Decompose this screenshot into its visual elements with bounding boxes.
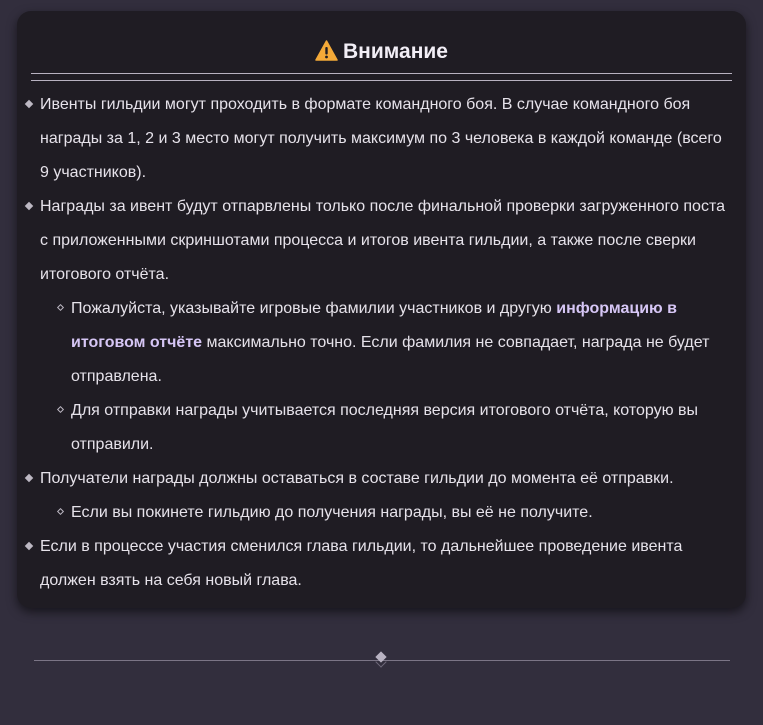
hollow-diamond-bullet-icon: [57, 304, 64, 311]
diamond-bullet-icon: [25, 100, 33, 108]
notice-list: [17, 88, 746, 598]
list-item: [17, 462, 725, 496]
warning-icon: [315, 40, 338, 68]
list-item-text: Для отправки награды учитывается последняя версия итогового отчёта, которую вы отправили.: [71, 402, 699, 453]
list-item: [17, 190, 725, 292]
list-item-text: Награды за ивент будут отпарвлены только после финальной проверки загруженного поста с приложенными скриншотами процесса и итогов ивента гильдии, а также после сверки итогового отчёта.: [40, 198, 725, 283]
sub-list-item: [17, 394, 725, 462]
list-item-text: Ивенты гильдии могут проходить в формате командного боя. В случае командного боя награды за 1, 2 и 3 место могут получить максимум по 3 человека в каждой команде (всего 9 участников).: [40, 96, 722, 181]
diamond-bullet-icon: [25, 474, 33, 482]
list-item-text: Получатели награды должны оставаться в составе гильдии до момента её отправки.: [40, 470, 674, 487]
sub-list-item: [17, 496, 725, 530]
notice-title-text: Внимание: [343, 40, 448, 63]
hollow-diamond-bullet-icon: [57, 508, 64, 515]
diamond-bullet-icon: [25, 542, 33, 550]
title-divider-bottom: [31, 80, 732, 81]
list-item: [17, 530, 725, 598]
sub-list-item: [17, 292, 725, 394]
list-item-text: Если в процессе участия сменился глава гильдии, то дальнейшее проведение ивента должен взять на себя новый глава.: [40, 538, 683, 589]
highlighted-text: информацию в итоговом отчёте: [71, 300, 677, 351]
hollow-diamond-bullet-icon: [57, 406, 64, 413]
list-item-text: Если вы покинете гильдию до получения награды, вы её не получите.: [71, 504, 593, 521]
list-item: [17, 88, 725, 190]
diamond-bullet-icon: [25, 202, 33, 210]
list-item-text-before: Пожалуйста, указывайте игровые фамилии участников и другую: [71, 300, 557, 317]
list-item-text-after: максимально точно. Если фамилия не совпадает, награда не будет отправлена.: [71, 334, 710, 385]
notice-title: [17, 39, 746, 68]
title-divider-top: [31, 73, 732, 74]
notice-card: [17, 11, 746, 608]
